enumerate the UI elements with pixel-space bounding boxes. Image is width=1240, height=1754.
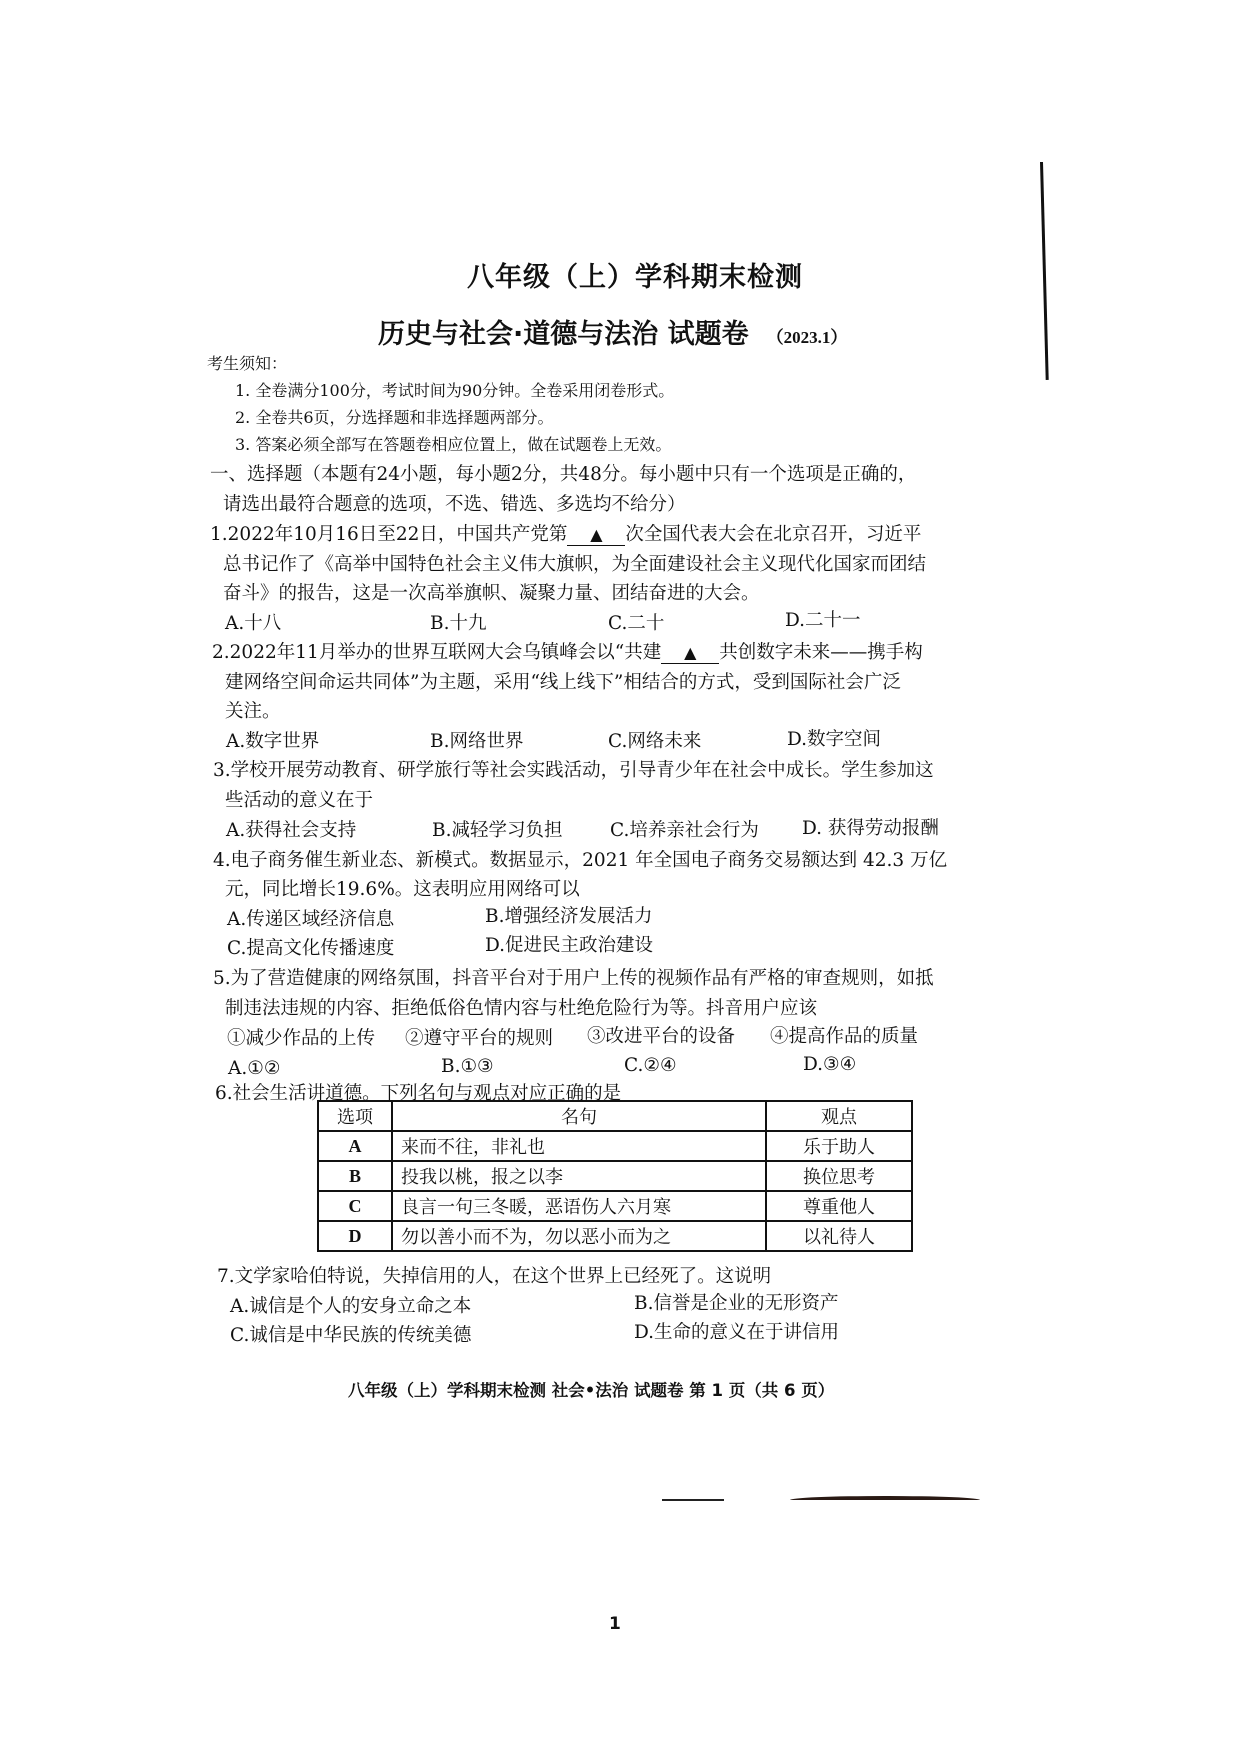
section-heading: 一、选择题（本题有24小题，每小题2分，共48分。每小题中只有一个选项是正确的， <box>210 464 917 485</box>
option-c: C.培养亲社会行为 <box>610 820 759 841</box>
option-d: D.二十一 <box>785 610 861 631</box>
table-row: A 来而不往，非礼也 乐于助人 <box>318 1131 912 1161</box>
option-d: D.生命的意义在于讲信用 <box>634 1322 840 1343</box>
question-7: 7.文学家哈伯特说，失掉信用的人，在这个世界上已经死了。这说明 <box>217 1266 772 1287</box>
question-1-line: 总书记作了《高举中国特色社会主义伟大旗帜，为全面建设社会主义现代化国家而团结 <box>223 554 927 575</box>
table-header-row <box>318 1101 912 1131</box>
triangle-marker-icon: ▲ <box>590 525 603 544</box>
page-number: 1 <box>609 1614 621 1634</box>
exam-subtitle <box>378 312 847 351</box>
option-b: B.信誉是企业的无形资产 <box>634 1293 839 1314</box>
notice-item: 2. 全卷共6页，分选择题和非选择题两部分。 <box>235 408 554 427</box>
question-1: 1.2022年10月16日至22日，中国共产党第 ▲ 次全国代表大会在北京召开，习近平 <box>210 524 922 545</box>
notice-heading: 考生须知： <box>207 354 288 373</box>
scan-edge-line <box>662 1499 724 1501</box>
question-2-line: 建网络空间命运共同体”为主题，采用“线上线下”相结合的方式，受到国际社会广泛 <box>225 672 901 693</box>
option-a: A.十八 <box>225 613 282 634</box>
option-b: B.增强经济发展活力 <box>485 906 653 927</box>
column-header-quote: 名句 <box>392 1101 766 1131</box>
option-d: D. 获得劳动报酬 <box>802 818 939 839</box>
option-c: C.二十 <box>608 613 665 634</box>
table-row: C 良言一句三冬暖，恶语伤人六月寒 尊重他人 <box>318 1191 912 1221</box>
option-a: A.①② <box>228 1058 281 1079</box>
answer-blank <box>567 526 625 546</box>
question-1-line: 奋斗》的报告，这是一次高举旗帜、凝聚力量、团结奋进的大会。 <box>223 583 760 604</box>
column-header-view: 观点 <box>766 1101 912 1131</box>
triangle-marker-icon: ▲ <box>684 643 697 662</box>
question-5: 5.为了营造健康的网络氛围，抖音平台对于用户上传的视频作品有严格的审查规则，如抵 <box>213 968 934 989</box>
statement-1: ①减少作品的上传 <box>227 1028 376 1049</box>
option-b: B.①③ <box>441 1056 494 1077</box>
statement-4: ④提高作品的质量 <box>770 1026 919 1047</box>
section-instructions: 请选出最符合题意的选项，不选、错选、多选均不给分） <box>223 494 686 515</box>
exam-title: 八年级（上）学科期末检测 <box>467 262 803 293</box>
option-a: A.诚信是个人的安身立命之本 <box>230 1296 472 1317</box>
option-a: A.获得社会支持 <box>226 820 357 841</box>
exam-date: （2023.1） <box>766 328 848 347</box>
question-2: 2.2022年11月举办的世界互联网大会乌镇峰会以“共建 ▲ 共创数字未来——携手构 <box>212 642 923 663</box>
option-c: C.提高文化传播速度 <box>227 938 395 959</box>
notice-item: 3. 答案必须全部写在答题卷相应位置上，做在试题卷上无效。 <box>235 435 672 454</box>
option-b: B.减轻学习负担 <box>432 820 563 841</box>
subject-title: 历史与社会·道德与法治 试题卷 <box>378 319 749 350</box>
statement-3: ③改进平台的设备 <box>587 1026 736 1047</box>
option-b: B.网络世界 <box>430 731 524 752</box>
scan-edge-line <box>790 1496 980 1500</box>
notice-item: 1. 全卷满分100分，考试时间为90分钟。全卷采用闭卷形式。 <box>235 381 675 400</box>
question-6: 6.社会生活讲道德。下列名句与观点对应正确的是 <box>215 1083 622 1104</box>
question-6-table <box>317 1100 913 1252</box>
question-4-line: 元，同比增长19.6%。这表明应用网络可以 <box>225 879 580 900</box>
option-a: A.数字世界 <box>226 731 320 752</box>
option-b: B.十九 <box>430 613 487 634</box>
question-3-line: 些活动的意义在于 <box>225 790 374 811</box>
page-footer: 八年级（上）学科期末检测 社会•法治 试题卷 第 1 页（共 6 页） <box>348 1381 835 1400</box>
question-3: 3.学校开展劳动教育、研学旅行等社会实践活动，引导青少年在社会中成长。学生参加这 <box>213 760 934 781</box>
table-row: D 勿以善小而不为，勿以恶小而为之 以礼待人 <box>318 1221 912 1251</box>
question-4: 4.电子商务催生新业态、新模式。数据显示，2021 年全国电子商务交易额达到 42.3 万亿 <box>213 850 948 871</box>
question-5-line: 制违法违规的内容、拒绝低俗色情内容与杜绝危险行为等。抖音用户应该 <box>225 998 818 1019</box>
option-c: C.网络未来 <box>608 731 702 752</box>
option-c: C.诚信是中华民族的传统美德 <box>230 1325 472 1346</box>
column-header-option: 选项 <box>318 1101 392 1131</box>
option-d: D.数字空间 <box>787 729 882 750</box>
table-row: B 投我以桃，报之以李 换位思考 <box>318 1161 912 1191</box>
option-a: A.传递区域经济信息 <box>227 909 395 930</box>
statement-2: ②遵守平台的规则 <box>405 1028 554 1049</box>
question-2-line: 关注。 <box>225 701 281 722</box>
option-d: D.促进民主政治建设 <box>485 935 654 956</box>
option-d: D.③④ <box>803 1054 857 1075</box>
option-c: C.②④ <box>624 1055 677 1076</box>
answer-blank <box>661 644 719 664</box>
